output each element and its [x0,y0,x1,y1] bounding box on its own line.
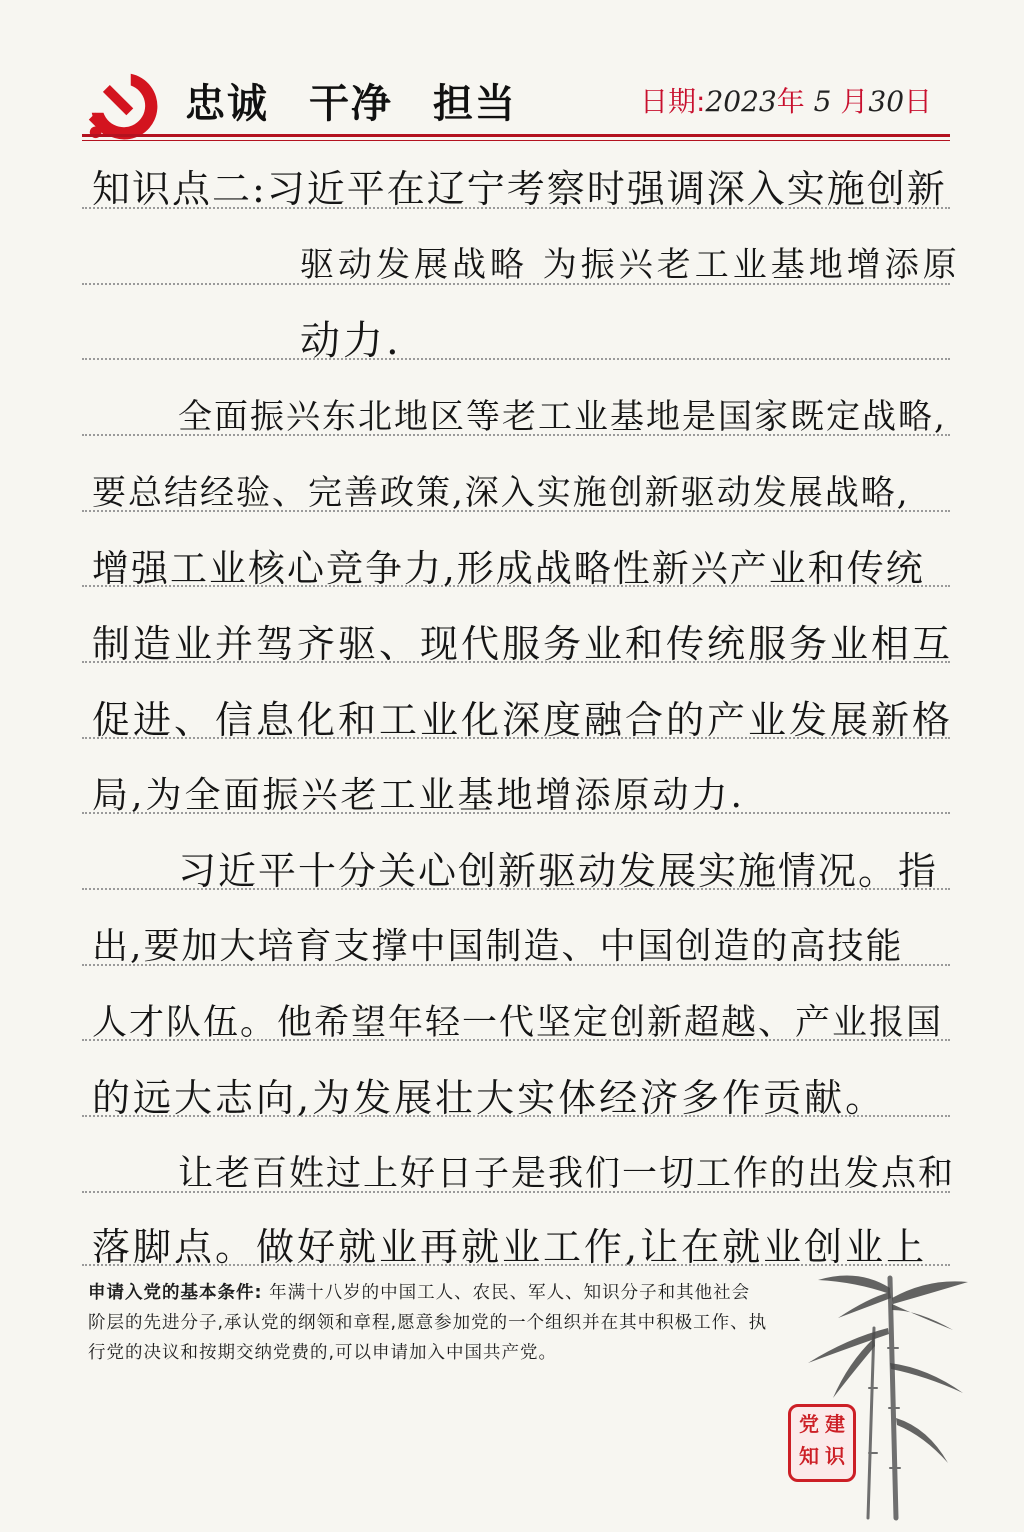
date-year: 2023 [705,85,777,118]
date-label: 日期: [640,85,706,118]
footer-heading: 申请入党的基本条件: [88,1283,263,1303]
bamboo-illustration-icon [778,1268,978,1523]
handwriting-line-8: 促进、信息化和工业化深度融合的产业发展新格 [92,698,954,742]
footer-body: 年满十八岁的中国工人、农民、军人、知识分子和其他社会阶层的先进分子,承认党的纲领和章程,愿意参加党的一个组织并在其中积极工作、执行党的决议和按期交纳党费的,可以申请加入中国共产党。 [88,1283,768,1363]
seal-char-1: 党 [799,1412,819,1436]
handwriting-line-1: 知识点二:习近平在辽宁考察时强调深入实施创新 [92,167,947,211]
date-day-char: 日 [904,85,933,118]
handwriting-line-15: 落脚点。做好就业再就业工作,让在就业创业上 [92,1225,928,1269]
handwriting-line-9: 局,为全面振兴老工业基地增添原动力. [92,775,745,816]
seal-char-3: 知 [799,1444,819,1468]
seal-char-4: 识 [825,1444,845,1468]
motto-word-loyalty: 忠诚 [185,80,269,127]
seal-char-2: 建 [825,1412,845,1436]
motto-word-integrity: 干净 [308,80,393,127]
guide-line [82,358,950,360]
handwriting-line-6: 增强工业核心竞争力,形成战略性新兴产业和传统 [92,547,925,590]
party-building-seal [788,1404,856,1482]
handwriting-line-10: 习近平十分关心创新驱动发展实施情况。指 [178,849,939,893]
handwriting-line-3: 动力. [300,318,402,364]
date-month-char: 月 [840,85,869,118]
date-year-char: 年 [776,85,805,118]
handwriting-line-11: 出,要加大培育支撑中国制造、中国创造的高技能 [92,926,904,967]
handwriting-line-4: 全面振兴东北地区等老工业基地是国家既定战略, [178,397,947,437]
handwriting-line-7: 制造业并驾齐驱、现代服务业和传统服务业相互 [92,622,954,666]
date-month: 5 [813,85,832,118]
motto-word-responsibility: 担当 [432,80,517,127]
handwriting-line-13: 的远大志向,为发展壮大实体经济多作贡献。 [92,1076,887,1120]
handwriting-line-12: 人才队伍。他希望年轻一代坚定创新超越、产业报国 [92,1003,944,1043]
footer-membership-conditions [88,1278,768,1368]
handwriting-line-2: 驱动发展战略 为振兴老工业基地增添原 [300,245,961,285]
handwriting-line-14: 让老百姓过上好日子是我们一切工作的出发点和 [178,1154,956,1194]
handwriting-line-5: 要总结经验、完善政策,深入实施创新驱动发展战略, [92,473,910,513]
date-day: 30 [868,85,905,118]
